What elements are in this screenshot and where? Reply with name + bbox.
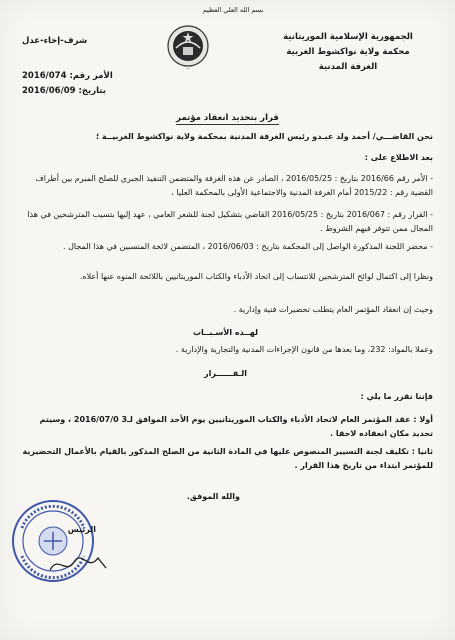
intro-judge: نحن القاضـــي/ أحمد ولد عبـدو رئيس الغرفة المدنية بمحكمة ولاية نواكشوط الغربيــة ؛ xyxy=(95,132,433,141)
motto: شرف-إخاء-عدل xyxy=(22,36,88,46)
closing: والله الموفق. xyxy=(186,492,240,501)
national-emblem-icon xyxy=(166,22,210,72)
reasons-heading: لهــذه الأسـبــاب xyxy=(193,328,258,337)
item-order-66: - الأمر رقم 2016/66 بتاريخ : 2016/05/25 ، الصادر عن هذه الغرفة والمتضمن التنفيذ الجبري للصلح المبرم بين أطراف القضية رقم : 2015/22 أمام الغرفة المدنية والاجتماعية الأولى بالمحكمة العليا ، xyxy=(35,174,433,197)
item-committee-report: - محضر اللجنة المذكورة الواصل إلى المحكمة بتاريخ : 2016/06/03 ، المتضمن لائحة المنسبين في هذا المجال . xyxy=(63,242,433,251)
item-lists-complete: ونظرا إلى اكتمال لوائح المترشحين للانتساب إلى اتحاد الأدباء والكتاب الموريتانيين باللائحة المنوه عنها أعلاه. xyxy=(79,272,433,281)
legal-basis: وعملا بالمواد: 232، وما بعدها من قانون الإجراءات المدنية والتجارية والإدارية . xyxy=(175,345,433,354)
order-number: الأمر رقم: 2016/074 xyxy=(22,71,113,81)
svg-text:—: — xyxy=(186,66,190,71)
decision-heading: الـقــــــرار xyxy=(204,369,247,378)
signature-title: الرئيس xyxy=(67,525,96,534)
decision-second: ثانيا : تكليف لجنة التسيير المنصوص عليها في المادة الثانية من الصلح المذكور بالقيام بالأعمال التحضيرية للمؤتمر ابتداء من تاريخ هذا القرار . xyxy=(22,447,433,470)
header-line-country: الجمهورية الإسلامية الموريتانية xyxy=(283,32,413,42)
decide-intro: فإننا نقرر ما يلي : xyxy=(360,392,433,401)
header-line-chamber: الغرفة المدنية xyxy=(318,62,378,72)
basmala: بسم الله العلي العظيم xyxy=(202,6,264,14)
document-title: قرار بتحديد انعقاد مؤتمر xyxy=(176,113,279,123)
header-line-court: محكمة ولاية نواكشوط الغربية xyxy=(286,47,410,57)
handwritten-signature-icon xyxy=(48,550,108,580)
decision-first: أولا : عقد المؤتمر العام لاتحاد الأدباء والكتاب الموريتانيين يوم الأحد الموافق لـ3 2016/07/0 ، وسيتم تحديد مكان انعقاده لاحقا . xyxy=(39,415,433,438)
header-reference xyxy=(22,34,142,99)
review-heading: بعد الاطلاع على : xyxy=(364,153,433,162)
item-decision-67: - القرار رقم : 2016/067 بتاريخ : 2016/05/25 القاضي بتشكيل لجنة للشعر العامي ، عهد إليها بتسيب المترشحين في هذا المجال ممن تتوفر فيهم الشروط . xyxy=(27,210,433,233)
header-institution xyxy=(263,30,433,75)
order-date: بتاريخ: 2016/06/09 xyxy=(22,86,106,96)
item-preparations: وحيث إن انعقاد المؤتمر العام يتطلب تحضيرات فنية وإدارية . xyxy=(233,305,433,314)
